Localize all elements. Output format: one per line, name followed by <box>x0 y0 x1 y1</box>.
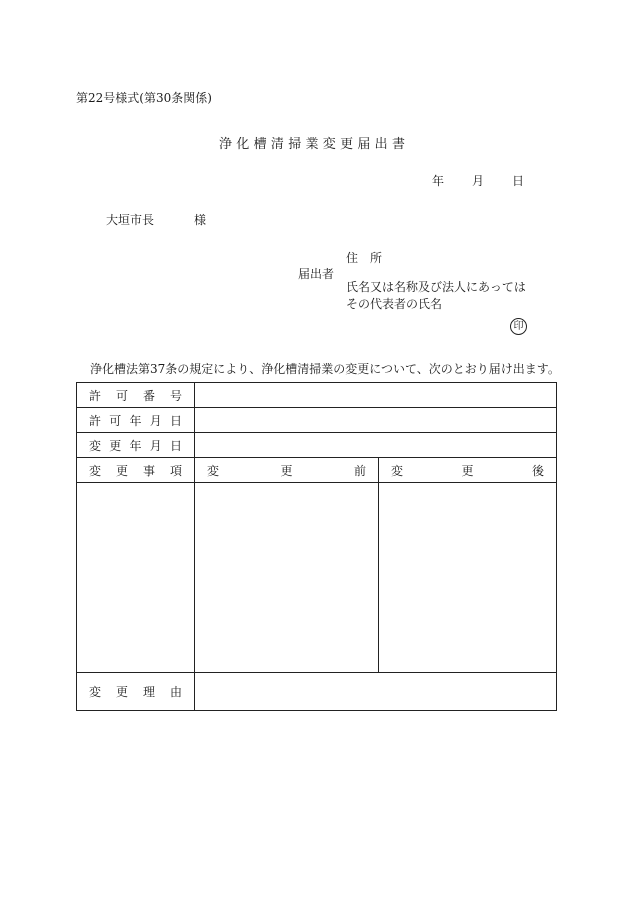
label-char: 日 <box>169 438 182 453</box>
label-char: 許 <box>89 388 102 403</box>
reason-field[interactable] <box>195 673 557 711</box>
label-char: 変 <box>391 463 404 478</box>
address-label <box>346 249 382 266</box>
label-char: 所 <box>369 251 382 265</box>
table-row <box>77 433 557 458</box>
change-item-field[interactable] <box>77 483 195 673</box>
date-day-label: 日 <box>512 174 525 188</box>
label-char: 許 <box>89 413 102 428</box>
label-char: 更 <box>115 685 128 699</box>
change-date-field[interactable] <box>195 433 557 458</box>
label-char: 業 <box>305 137 319 152</box>
change-table <box>76 382 557 711</box>
reason-label <box>77 673 195 711</box>
change-date-label <box>77 433 195 458</box>
label-char: 住 <box>346 251 359 265</box>
label-char: 清 <box>270 137 284 152</box>
permit-date-field[interactable] <box>195 408 557 433</box>
permit-number-label <box>77 383 195 408</box>
label-char: 槽 <box>253 137 267 152</box>
table-row <box>77 383 557 408</box>
after-field[interactable] <box>379 483 557 673</box>
label-char: 更 <box>109 438 122 453</box>
body-text: 浄化槽法第37条の規定により、浄化槽清掃業の変更について、次のとおり届け出ます。 <box>90 362 560 376</box>
label-char: 由 <box>169 685 182 699</box>
before-header <box>195 458 379 483</box>
label-char: 更 <box>461 463 474 478</box>
addressee-name: 大垣市長 <box>106 213 155 227</box>
name-label: 氏名又は名称及び法人にあってはその代表者の氏名 <box>346 280 526 311</box>
change-item-header <box>77 458 195 483</box>
label-char: 後 <box>531 463 544 478</box>
after-header <box>379 458 557 483</box>
date-line <box>432 172 524 189</box>
label-char: 変 <box>89 438 102 453</box>
label-char: 可 <box>109 413 122 428</box>
form-number: 第22号様式(第30条関係) <box>76 91 212 105</box>
label-char: 更 <box>280 463 293 478</box>
label-char: 変 <box>322 137 336 152</box>
label-char: 変 <box>89 463 102 478</box>
label-char: 年 <box>129 438 142 453</box>
before-field[interactable] <box>195 483 379 673</box>
table-row <box>77 458 557 483</box>
label-char: 届 <box>357 137 371 152</box>
label-char: 化 <box>236 137 250 152</box>
addressee <box>106 211 206 228</box>
label-char: 項 <box>169 463 182 478</box>
applicant-label: 届出者 <box>298 267 335 281</box>
table-row <box>77 408 557 433</box>
label-char: 更 <box>340 137 354 152</box>
label-char: 出 <box>374 137 388 152</box>
table-row <box>77 483 557 673</box>
label-char: 月 <box>149 413 162 428</box>
label-char: 更 <box>115 463 128 478</box>
label-char: 年 <box>129 413 142 428</box>
label-char: 事 <box>142 463 155 478</box>
label-char: 変 <box>89 685 102 699</box>
label-char: 浄 <box>219 137 233 152</box>
label-char: 変 <box>207 463 220 478</box>
table-row <box>77 673 557 711</box>
label-char: 前 <box>353 463 366 478</box>
seal-mark: 印 <box>510 318 527 335</box>
date-year-label: 年 <box>432 174 445 188</box>
label-char: 書 <box>391 137 405 152</box>
document-title <box>219 133 405 152</box>
label-char: 番 <box>142 388 155 403</box>
date-month-label: 月 <box>472 174 485 188</box>
label-char: 理 <box>142 685 155 699</box>
permit-date-label <box>77 408 195 433</box>
permit-number-field[interactable] <box>195 383 557 408</box>
label-char: 月 <box>149 438 162 453</box>
label-char: 日 <box>169 413 182 428</box>
addressee-honorific: 様 <box>194 213 207 227</box>
label-char: 掃 <box>288 137 302 152</box>
label-char: 可 <box>115 388 128 403</box>
label-char: 号 <box>169 388 182 403</box>
